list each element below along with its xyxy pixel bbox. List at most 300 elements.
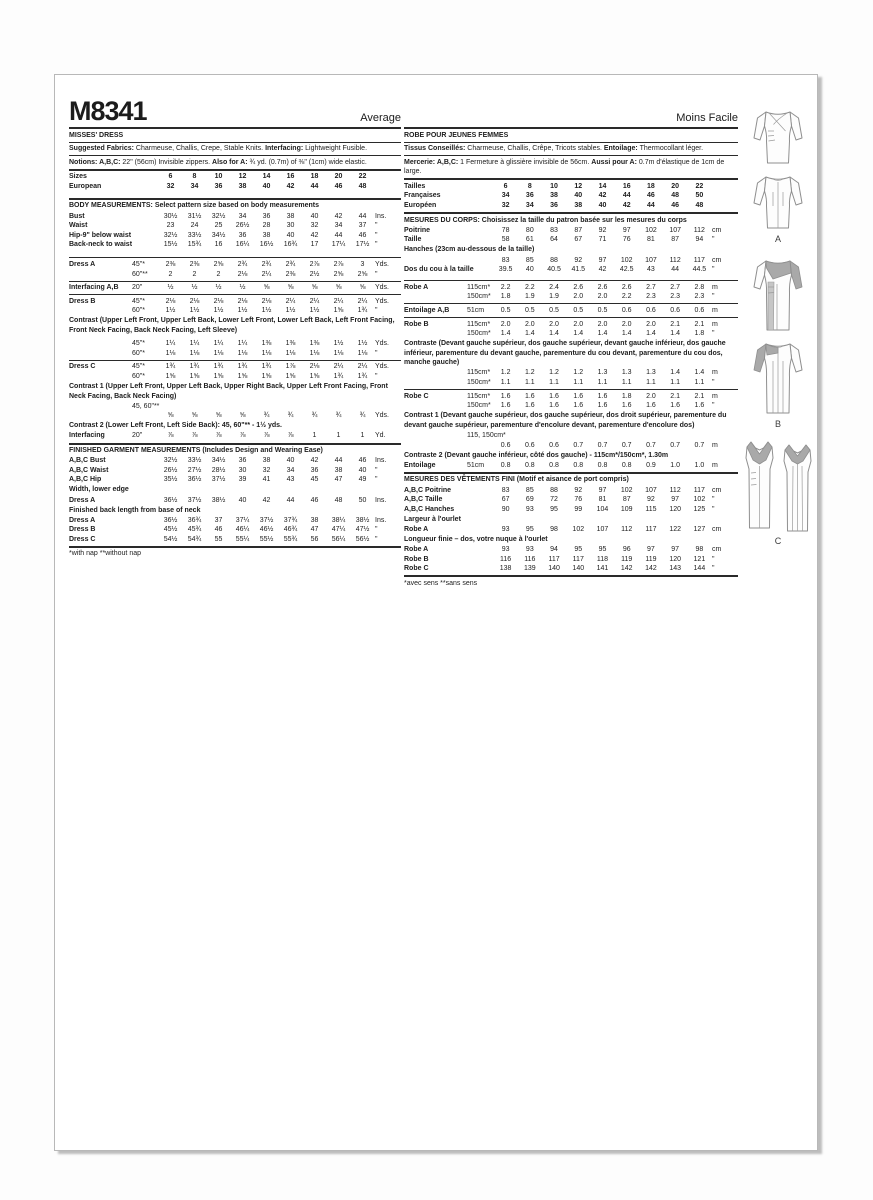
section-rule bbox=[404, 212, 738, 214]
section-rule bbox=[404, 389, 738, 390]
view-b-label: B bbox=[774, 419, 781, 429]
size-value: 71 bbox=[598, 236, 607, 244]
size-value: 34 bbox=[286, 466, 295, 474]
size-value: 102 bbox=[645, 226, 657, 234]
text-segment: Longueur finie – dos, votre nuque à l'ourlet bbox=[404, 535, 548, 543]
size-value: 107 bbox=[645, 486, 657, 494]
size-value: 32½ bbox=[163, 231, 178, 239]
section-rule bbox=[69, 142, 401, 143]
size-value: 1.6 bbox=[500, 392, 511, 400]
size-value: 2.8 bbox=[694, 283, 705, 291]
size-value: 88 bbox=[550, 486, 558, 494]
unit-label: cm bbox=[711, 546, 722, 554]
unit-label: cm bbox=[711, 525, 722, 533]
unit-label: Ins. bbox=[375, 212, 387, 220]
size-value: 2⅛ bbox=[237, 270, 248, 278]
size-value: 1.6 bbox=[597, 402, 608, 410]
size-value: 2¼ bbox=[357, 297, 368, 305]
size-value: 38 bbox=[286, 212, 295, 220]
fabrics-line-fr bbox=[404, 144, 738, 154]
size-value: 95 bbox=[525, 525, 534, 533]
size-value: 117 bbox=[693, 256, 705, 264]
table-row bbox=[404, 545, 738, 555]
size-value: 46¼ bbox=[235, 526, 250, 534]
row-label: Dress B bbox=[69, 297, 96, 305]
size-value: 56 bbox=[310, 535, 319, 543]
size-value: 2⅜ bbox=[189, 260, 200, 268]
row-label: A,B,C Hip bbox=[69, 476, 102, 484]
size-value: 45¾ bbox=[187, 526, 202, 534]
fabric-width: 115cm* bbox=[467, 283, 491, 291]
size-value: 0.8 bbox=[549, 461, 559, 469]
size-value: 109 bbox=[620, 505, 633, 513]
size-value: ⅞ bbox=[287, 432, 294, 440]
row-label: Robe C bbox=[404, 392, 429, 400]
size-value: 1.8 bbox=[621, 392, 632, 400]
size-value: 8 bbox=[192, 173, 197, 181]
size-value: 46 bbox=[647, 192, 655, 200]
size-value: 115 bbox=[645, 505, 657, 513]
size-value: 96 bbox=[622, 546, 631, 554]
size-value: 1.3 bbox=[646, 369, 656, 377]
size-value: 36 bbox=[310, 466, 319, 474]
size-value: 1.0 bbox=[694, 461, 705, 469]
size-value: 50 bbox=[695, 192, 704, 200]
row-label: Robe C bbox=[404, 565, 429, 573]
section-rule bbox=[404, 155, 738, 156]
size-value: 1¾ bbox=[357, 307, 368, 315]
dress-c-front-illustration bbox=[742, 439, 777, 534]
text-segment: 1 Fermeture à glissière invisible de 56cm. bbox=[460, 158, 592, 166]
row-label: Hip-9" below waist bbox=[69, 231, 132, 239]
size-value: 0.7 bbox=[670, 441, 681, 449]
size-value: 95 bbox=[598, 546, 607, 554]
fabric-width: 60"* bbox=[132, 372, 145, 380]
size-value: 32 bbox=[501, 202, 510, 210]
size-value: 93 bbox=[525, 546, 534, 554]
size-value: 46 bbox=[310, 496, 319, 504]
text-segment: Contraste 2 (Devant gauche inférieur, côté dos gauche) - 115cm*/150cm*, 1.30m bbox=[404, 451, 669, 459]
row-label: Taille bbox=[404, 236, 422, 244]
size-value: 2.0 bbox=[597, 320, 608, 328]
size-value: 1.6 bbox=[524, 392, 535, 400]
size-value: 98 bbox=[695, 546, 704, 554]
section-rule bbox=[69, 546, 401, 548]
row-label: Robe A bbox=[404, 546, 429, 554]
table-row bbox=[404, 486, 738, 496]
size-value: 95 bbox=[550, 505, 558, 513]
row-label bbox=[404, 329, 466, 339]
mesures-corps-heading bbox=[404, 216, 738, 226]
size-value: 127 bbox=[693, 525, 706, 533]
row-label: Back-neck to waist bbox=[69, 241, 133, 249]
size-value: 34 bbox=[525, 202, 534, 210]
size-value: 40 bbox=[262, 182, 271, 190]
size-value: 102 bbox=[620, 486, 633, 494]
size-value: 2⅝ bbox=[213, 260, 224, 268]
size-value: 44.5 bbox=[692, 266, 707, 274]
size-value: 22 bbox=[695, 182, 704, 190]
size-value: 112 bbox=[693, 226, 705, 234]
section-rule bbox=[69, 360, 401, 361]
size-value: 1½ bbox=[261, 307, 272, 315]
text-segment: Contrast 1 (Devant gauche supérieur, dos gauche supérieur, dos droit supérieur, parementure du devant gauche supérieur, parementure d'encolure devant, parementure d'encolure dos) bbox=[404, 412, 727, 429]
size-value: 83 bbox=[501, 256, 510, 264]
size-value: 0.6 bbox=[646, 306, 656, 314]
size-value: 1.4 bbox=[597, 330, 608, 338]
size-value: 95 bbox=[574, 546, 583, 554]
size-value: 48 bbox=[671, 192, 680, 200]
size-value: 1.1 bbox=[670, 379, 681, 387]
size-value: 25 bbox=[214, 222, 223, 230]
section-rule bbox=[69, 155, 401, 156]
unit-label: m bbox=[711, 283, 718, 291]
size-value: 2.1 bbox=[670, 392, 681, 400]
unit-label: " bbox=[711, 293, 715, 301]
unit-label: m bbox=[711, 441, 718, 449]
size-value: 47½ bbox=[355, 526, 370, 534]
text-segment: Charmeuse, Challis, Crepe, Stable Knits. bbox=[135, 145, 266, 153]
size-value: 44 bbox=[334, 231, 343, 239]
fabric-width: 51cm bbox=[467, 306, 485, 314]
size-value: 0.7 bbox=[597, 441, 608, 449]
size-value: 49 bbox=[358, 476, 367, 484]
size-value: 56¼ bbox=[331, 535, 346, 543]
contraste2-heading bbox=[404, 451, 738, 461]
table-row bbox=[69, 212, 401, 222]
unit-label: cm bbox=[711, 486, 722, 494]
table-row bbox=[69, 431, 401, 441]
size-value: 92 bbox=[598, 226, 607, 234]
text-segment: Notions: A,B,C: bbox=[69, 158, 123, 166]
size-value: 142 bbox=[620, 565, 633, 573]
contraste1-heading bbox=[404, 411, 738, 430]
size-value: 1⅛ bbox=[333, 349, 344, 357]
size-value: 16 bbox=[214, 241, 223, 249]
french-tables bbox=[404, 127, 738, 588]
size-value: 2.2 bbox=[500, 283, 511, 291]
size-value: 55 bbox=[214, 535, 223, 543]
table-row bbox=[404, 256, 738, 266]
text-segment: Hanches (23cm au-dessous de la taille) bbox=[404, 246, 535, 254]
text-segment: 22" (56cm) Invisible zippers. bbox=[122, 158, 213, 166]
size-value: 1.8 bbox=[694, 330, 705, 338]
size-value: 2½ bbox=[309, 270, 320, 278]
row-label: Dress B bbox=[69, 526, 96, 534]
size-value: 1⅛ bbox=[309, 349, 320, 357]
row-label bbox=[404, 368, 466, 378]
size-value: 125 bbox=[693, 505, 706, 513]
table-row bbox=[69, 456, 401, 466]
table-row bbox=[404, 226, 738, 236]
size-value: 2⅜ bbox=[165, 260, 176, 268]
size-value: 17 bbox=[310, 241, 319, 249]
size-value: 1.6 bbox=[646, 402, 656, 410]
size-value: 37¼ bbox=[235, 516, 250, 524]
size-value: 18 bbox=[647, 182, 655, 190]
size-value: 1.9 bbox=[524, 293, 535, 301]
size-value: 116 bbox=[500, 555, 512, 563]
size-value: 36 bbox=[262, 212, 271, 220]
size-value: 48 bbox=[695, 202, 704, 210]
dress-c-illustrations bbox=[742, 439, 815, 534]
table-row bbox=[69, 240, 401, 250]
table-row bbox=[69, 349, 401, 359]
size-value: 58 bbox=[501, 236, 510, 244]
section-rule bbox=[404, 317, 738, 318]
size-value: ½ bbox=[191, 284, 198, 292]
size-value: 20 bbox=[671, 182, 680, 190]
size-value: 1⅝ bbox=[333, 307, 344, 315]
size-value: 1⅝ bbox=[213, 372, 224, 380]
table-row bbox=[69, 306, 401, 316]
size-value: 2¼ bbox=[309, 297, 320, 305]
size-value: 18 bbox=[310, 173, 319, 181]
size-value: 0.8 bbox=[597, 461, 608, 469]
size-value: 97 bbox=[671, 496, 680, 504]
size-value: 33½ bbox=[187, 457, 202, 465]
unit-label: Yds. bbox=[375, 297, 390, 305]
english-column bbox=[69, 95, 401, 560]
size-value: 1½ bbox=[189, 307, 200, 315]
size-value: 1 bbox=[336, 432, 341, 440]
size-value: 139 bbox=[523, 565, 536, 573]
size-value: 2¼ bbox=[285, 297, 296, 305]
size-value: 67 bbox=[501, 496, 510, 504]
unit-label: " bbox=[375, 307, 378, 315]
text-segment: ROBE POUR JEUNES FEMMES bbox=[404, 131, 509, 139]
section-rule bbox=[404, 303, 738, 304]
table-row bbox=[69, 260, 401, 270]
size-value: 1.6 bbox=[621, 402, 632, 410]
size-value: 42 bbox=[598, 266, 607, 274]
size-value: 1⅛ bbox=[261, 349, 272, 357]
fabric-width: 45"* bbox=[132, 260, 145, 268]
size-value: 143 bbox=[669, 565, 681, 573]
fabric-width: 20" bbox=[132, 284, 143, 292]
text-segment: BODY MEASUREMENTS: Select pattern size based on body measurements bbox=[69, 202, 319, 210]
size-value: 34½ bbox=[211, 457, 226, 465]
size-value: 2 bbox=[168, 270, 173, 278]
size-value: 85 bbox=[525, 256, 534, 264]
section-rule bbox=[404, 142, 738, 143]
unit-label: " bbox=[375, 535, 378, 543]
size-value: 1.1 bbox=[500, 379, 511, 387]
size-value: 87 bbox=[622, 496, 631, 504]
size-value: 45 bbox=[310, 476, 319, 484]
size-value: 87 bbox=[671, 236, 680, 244]
unit-label: " bbox=[711, 505, 715, 513]
row-label bbox=[404, 378, 466, 388]
row-label: Waist bbox=[69, 222, 88, 230]
size-value: 39 bbox=[238, 476, 247, 484]
size-value: 42.5 bbox=[619, 266, 634, 274]
size-value: 138 bbox=[499, 565, 512, 573]
size-value: 1⅝ bbox=[189, 372, 200, 380]
size-value: 44 bbox=[647, 202, 655, 210]
size-value: 69 bbox=[525, 496, 534, 504]
size-value: 2.3 bbox=[694, 293, 705, 301]
row-label: Dos du cou à la taille bbox=[404, 266, 474, 274]
size-value: 22 bbox=[358, 173, 367, 181]
size-value: 0.5 bbox=[524, 306, 535, 314]
size-value: ½ bbox=[239, 284, 246, 292]
fabric-width: 45"* bbox=[132, 297, 145, 305]
section-rule bbox=[404, 575, 738, 577]
size-value: ½ bbox=[167, 284, 174, 292]
size-value: 1½ bbox=[213, 307, 224, 315]
table-row bbox=[404, 564, 738, 574]
table-row bbox=[404, 525, 738, 535]
size-value: 1⅜ bbox=[261, 340, 272, 348]
size-value: 2¾ bbox=[237, 260, 248, 268]
size-value: 97 bbox=[622, 226, 631, 234]
table-row bbox=[404, 431, 738, 441]
table-row bbox=[404, 505, 738, 515]
english-header bbox=[69, 95, 401, 125]
size-value: 36 bbox=[525, 192, 534, 200]
table-row bbox=[69, 283, 401, 293]
size-value: 0.8 bbox=[500, 461, 511, 469]
size-value: 2 bbox=[216, 270, 221, 278]
contrast2-heading bbox=[69, 421, 401, 431]
size-value: ⅝ bbox=[335, 284, 342, 292]
size-value: 54½ bbox=[163, 535, 178, 543]
fabric-width: 150cm* bbox=[467, 402, 491, 410]
unit-label: Yd. bbox=[375, 432, 386, 440]
size-value: 1.3 bbox=[597, 369, 608, 377]
size-value: 97 bbox=[671, 546, 680, 554]
unit-label: " bbox=[711, 236, 715, 244]
difficulty-label-fr: Moins Facile bbox=[676, 112, 738, 124]
row-label: Françaises bbox=[404, 192, 441, 200]
contrast-heading bbox=[69, 316, 401, 335]
size-value: 32 bbox=[262, 466, 271, 474]
size-value: 10 bbox=[214, 173, 223, 181]
size-value: 40 bbox=[310, 212, 319, 220]
unit-label: m bbox=[711, 461, 718, 469]
size-value: 1.9 bbox=[549, 293, 559, 301]
size-value: 36¾ bbox=[187, 516, 202, 524]
text-segment: Contrast 2 (Lower Left Front, Left Side Back): 45, 60"** - 1½ yds. bbox=[69, 422, 282, 430]
size-value: 92 bbox=[574, 256, 583, 264]
largeur-ourlet-heading bbox=[404, 515, 738, 525]
unit-label: Yds. bbox=[375, 363, 390, 371]
size-value: 40.5 bbox=[547, 266, 561, 274]
size-value: 2.0 bbox=[597, 293, 608, 301]
size-value: 1⅛ bbox=[357, 349, 368, 357]
size-value: 0.7 bbox=[646, 441, 656, 449]
size-value: ⅞ bbox=[167, 432, 174, 440]
dress-illustrations bbox=[739, 105, 817, 556]
size-value: 112 bbox=[669, 256, 681, 264]
size-value: 34 bbox=[190, 182, 199, 190]
table-row bbox=[69, 372, 401, 382]
size-value: 2¾ bbox=[285, 260, 296, 268]
size-value: 117 bbox=[548, 555, 560, 563]
size-value: 2⅛ bbox=[165, 297, 176, 305]
size-value: 2.1 bbox=[694, 320, 705, 328]
size-value: 144 bbox=[693, 565, 706, 573]
table-row bbox=[404, 283, 738, 293]
table-row bbox=[404, 401, 738, 411]
size-value: 16¼ bbox=[235, 241, 250, 249]
row-label: Dress A bbox=[69, 516, 96, 524]
size-value: 40 bbox=[358, 466, 367, 474]
size-value: 32½ bbox=[211, 212, 226, 220]
size-value: 1⅝ bbox=[165, 372, 176, 380]
size-value: 2⅜ bbox=[285, 270, 296, 278]
size-value: 107 bbox=[645, 256, 657, 264]
size-value: 0.8 bbox=[524, 461, 535, 469]
size-value: 118 bbox=[596, 555, 609, 563]
size-value: 12 bbox=[574, 182, 583, 190]
section-rule bbox=[404, 178, 738, 180]
size-value: 98 bbox=[550, 525, 558, 533]
size-value: 88 bbox=[550, 256, 558, 264]
size-value: 141 bbox=[596, 565, 609, 573]
size-value: 2¼ bbox=[333, 363, 344, 371]
table-row bbox=[404, 495, 738, 505]
size-value: 43 bbox=[286, 476, 295, 484]
size-value: 16 bbox=[622, 182, 631, 190]
unit-label: m bbox=[711, 392, 718, 400]
size-value: 26½ bbox=[235, 222, 250, 230]
contraste-heading bbox=[404, 339, 738, 368]
size-value: 55¾ bbox=[283, 535, 298, 543]
row-label: Dress C bbox=[69, 535, 96, 543]
size-value: 1.3 bbox=[621, 369, 632, 377]
text-segment: Mercerie: A,B,C: bbox=[404, 158, 461, 166]
unit-label: cm bbox=[711, 226, 722, 234]
row-label: Dress C bbox=[69, 363, 96, 371]
size-value: 42 bbox=[310, 231, 319, 239]
row-label: Robe A bbox=[404, 525, 429, 533]
size-value: 32½ bbox=[163, 457, 178, 465]
table-row bbox=[69, 535, 401, 545]
dress-a-back-illustration bbox=[748, 170, 808, 232]
size-value: 30 bbox=[238, 466, 247, 474]
spacer bbox=[69, 191, 401, 196]
size-value: 1.2 bbox=[573, 369, 584, 377]
size-value: 2.7 bbox=[646, 283, 656, 291]
size-value: 2⅞ bbox=[333, 260, 344, 268]
size-value: 1⅛ bbox=[165, 349, 176, 357]
view-a-label: A bbox=[774, 234, 781, 244]
size-value: 1¼ bbox=[237, 340, 248, 348]
size-value: ⅝ bbox=[239, 412, 246, 420]
size-value: 1 bbox=[312, 432, 317, 440]
text-segment: ¾ yd. (0.7m) of ⅜" (1cm) wide elastic. bbox=[249, 158, 367, 166]
text-segment: Tissus Conseillés: bbox=[404, 145, 468, 153]
size-value: 1.6 bbox=[549, 402, 559, 410]
section-rule bbox=[404, 280, 738, 281]
table-row bbox=[69, 516, 401, 526]
size-value: 104 bbox=[596, 505, 609, 513]
size-value: 1⅛ bbox=[189, 349, 200, 357]
size-value: 32 bbox=[166, 182, 175, 190]
fabric-width: 115cm* bbox=[467, 392, 491, 400]
sizes-row bbox=[69, 172, 401, 182]
table-row bbox=[404, 265, 738, 275]
size-value: 0.8 bbox=[573, 461, 584, 469]
size-value: 1¼ bbox=[189, 340, 200, 348]
unit-label: Yds. bbox=[375, 340, 390, 348]
size-value: 42 bbox=[334, 212, 343, 220]
table-row bbox=[69, 496, 401, 506]
size-value: 1.2 bbox=[549, 369, 559, 377]
size-value: 34 bbox=[238, 212, 247, 220]
